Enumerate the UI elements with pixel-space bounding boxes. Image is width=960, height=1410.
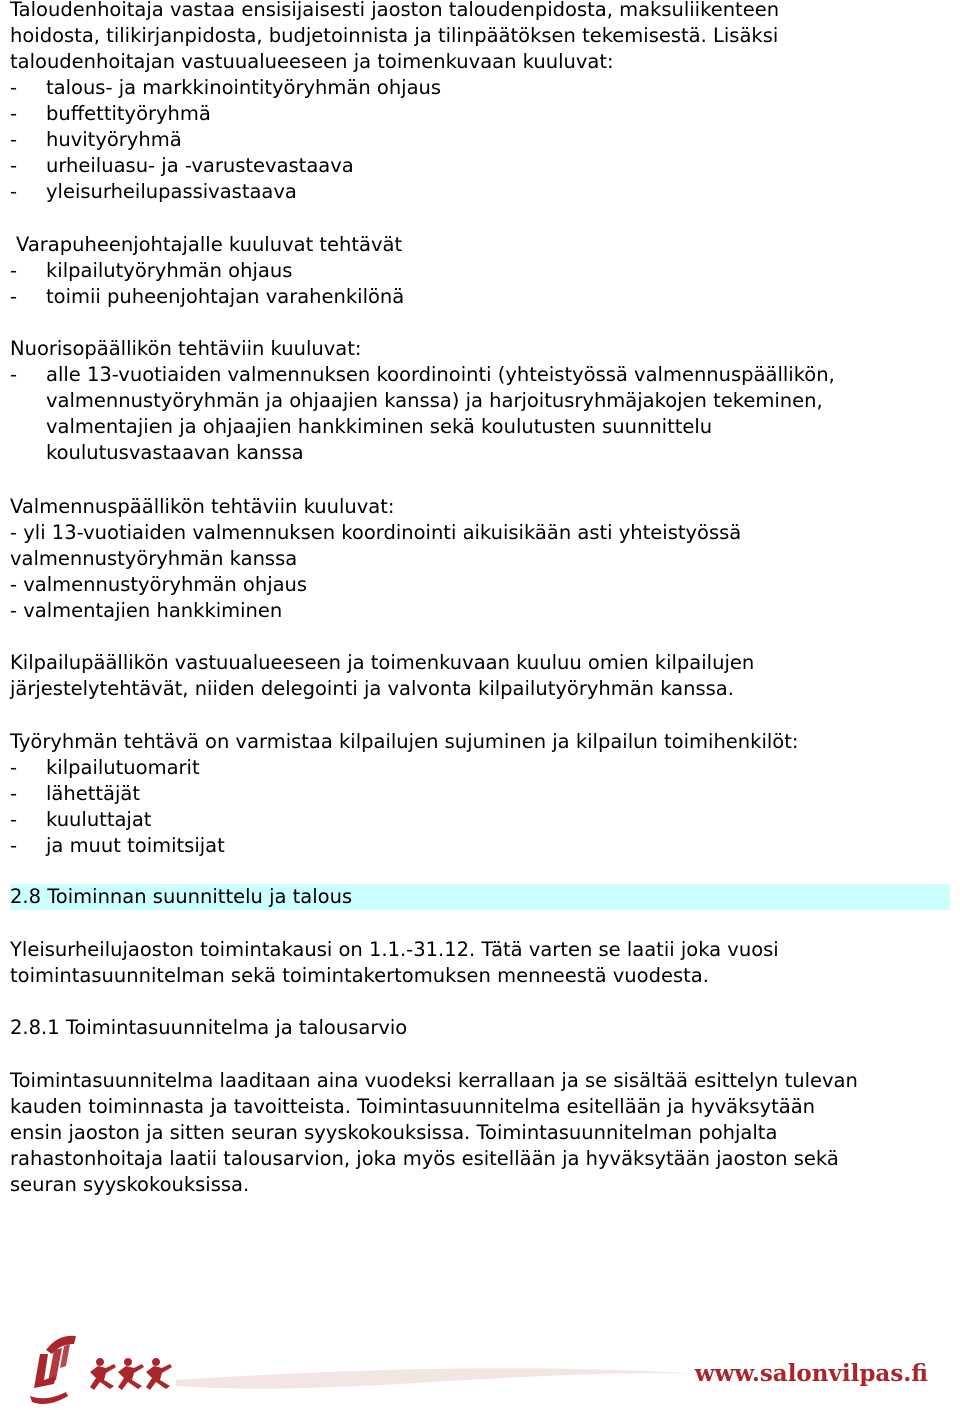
body-text-line: hoidosta, tilikirjanpidosta, budjetoinnista ja tilinpäätöksen tekemisestä. Lisäksi — [10, 24, 779, 47]
section-heading-2-8: 2.8 Toiminnan suunnittelu ja talous — [10, 885, 353, 908]
list-item: - huvityöryhmä — [10, 128, 182, 151]
list-item: - kilpailutuomarit — [10, 756, 200, 779]
list-item: - kilpailutyöryhmän ohjaus — [10, 259, 293, 282]
section-heading: Työryhmän tehtävä on varmistaa kilpailujen sujuminen ja kilpailun toimihenkilöt: — [10, 730, 799, 753]
section-heading: Nuorisopäällikön tehtäviin kuuluvat: — [10, 337, 362, 360]
list-item: - buffettityöryhmä — [10, 102, 211, 125]
club-logo — [30, 1336, 76, 1404]
list-item: - ja muut toimitsijat — [10, 834, 225, 857]
list-item: - alle 13-vuotiaiden valmennuksen koordinointi (yhteistyössä valmennuspäällikön, — [10, 363, 835, 386]
body-text-line: ensin jaoston ja sitten seuran syyskokouksissa. Toimintasuunnitelman pohjalta — [10, 1121, 778, 1144]
body-text-line: rahastonhoitaja laatii talousarvion, joka myös esitellään ja hyväksytään jaoston sekä — [10, 1147, 839, 1170]
section-heading-2-8-1: 2.8.1 Toimintasuunnitelma ja talousarvio — [10, 1016, 408, 1039]
body-text-line: - valmentajien hankkiminen — [10, 599, 283, 622]
body-text-line: - yli 13-vuotiaiden valmennuksen koordinointi aikuisikään asti yhteistyössä — [10, 521, 742, 544]
body-text-line: taloudenhoitajan vastuualueeseen ja toimenkuvaan kuuluvat: — [10, 50, 614, 73]
body-text-line: toimintasuunnitelman sekä toimintakertomuksen menneestä vuodesta. — [10, 964, 709, 987]
list-item: - urheiluasu- ja -varustevastaava — [10, 154, 354, 177]
section-heading: Varapuheenjohtajalle kuuluvat tehtävät — [16, 233, 403, 256]
footer-stripe — [176, 1368, 700, 1388]
list-item: - toimii puheenjohtajan varahenkilönä — [10, 285, 405, 308]
body-text-line: Taloudenhoitaja vastaa ensisijaisesti jaoston taloudenpidosta, maksuliikenteen — [10, 0, 780, 21]
body-text-line: - valmennustyöryhmän ohjaus — [10, 573, 308, 596]
list-item: - lähettäjät — [10, 782, 140, 805]
body-text-line: Toimintasuunnitelma laaditaan aina vuodeksi kerrallaan ja se sisältää esittelyn tulevan — [10, 1069, 858, 1092]
body-text-line: kauden toiminnasta ja tavoitteista. Toimintasuunnitelma esitellään ja hyväksytään — [10, 1095, 816, 1118]
website-link[interactable]: www.salonvilpas.fi — [694, 1360, 928, 1387]
list-item-continuation: koulutusvastaavan kanssa — [46, 441, 304, 464]
body-text-line: seuran syyskokouksissa. — [10, 1173, 250, 1196]
body-text-line: järjestelytehtävät, niiden delegointi ja valvonta kilpailutyöryhmän kanssa. — [10, 677, 734, 700]
page-footer — [0, 1330, 960, 1410]
list-item-continuation: valmentajien ja ohjaajien hankkiminen sekä koulutusten suunnittelu — [46, 415, 713, 438]
body-text-line: Kilpailupäällikön vastuualueeseen ja toimenkuvaan kuuluu omien kilpailujen — [10, 651, 755, 674]
section-heading: Valmennuspäällikön tehtäviin kuuluvat: — [10, 495, 395, 518]
body-text-line: Yleisurheilujaoston toimintakausi on 1.1.-31.12. Tätä varten se laatii joka vuosi — [10, 938, 779, 961]
list-item-continuation: valmennustyöryhmän ja ohjaajien kanssa) ja harjoitusryhmäjakojen tekeminen, — [46, 389, 823, 412]
list-item: - yleisurheilupassivastaava — [10, 180, 297, 203]
runners-icon — [90, 1358, 172, 1390]
body-text-line: valmennustyöryhmän kanssa — [10, 547, 298, 570]
list-item: - kuuluttajat — [10, 808, 152, 831]
list-item: - talous- ja markkinointityöryhmän ohjaus — [10, 76, 442, 99]
